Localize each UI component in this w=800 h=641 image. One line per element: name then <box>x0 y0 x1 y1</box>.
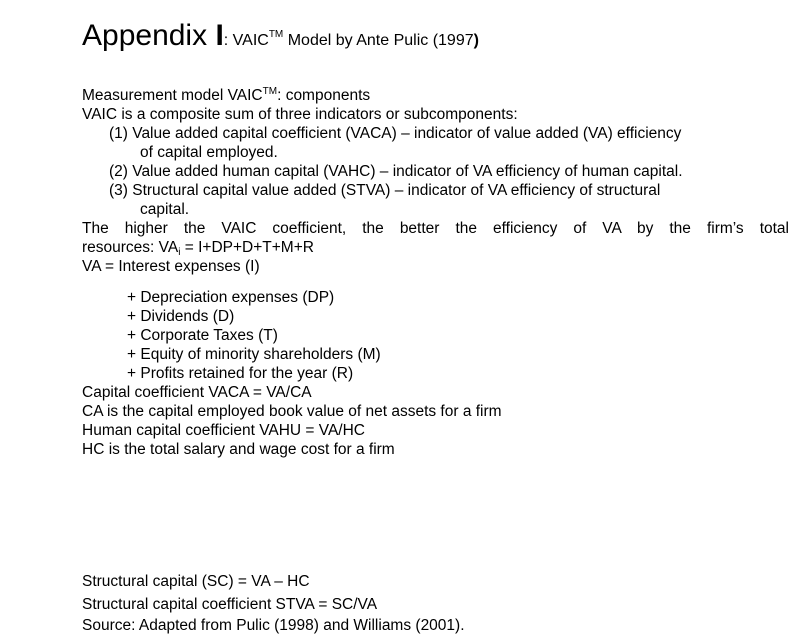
va-term: + Corporate Taxes (T) <box>127 327 278 344</box>
va-definition: VA = Interest expenses (I) <box>82 258 260 275</box>
va-term: + Equity of minority shareholders (M) <box>127 346 381 363</box>
va-term: + Dividends (D) <box>127 308 235 325</box>
title-rest-prefix: : VAIC <box>223 32 269 49</box>
heading-trademark: TM <box>262 86 278 97</box>
definition-line: HC is the total salary and wage cost for a firm <box>82 441 395 458</box>
title-numeral: I <box>215 19 224 52</box>
title-main: Appendix <box>82 19 216 52</box>
definition-line: Capital coefficient VACA = VA/CA <box>82 384 312 401</box>
heading-prefix: Measurement model VAIC <box>82 87 263 104</box>
component-3-line-1: (3) Structural capital value added (STVA) – indicator of VA efficiency of structural <box>109 182 661 199</box>
va-formula-line <box>82 239 314 257</box>
va-term: + Profits retained for the year (R) <box>127 365 354 382</box>
appendix-title <box>82 21 479 51</box>
title-closing-paren: ) <box>473 32 479 49</box>
component-2-line-1: (2) Value added human capital (VAHC) – indicator of VA efficiency of human capital. <box>109 163 683 180</box>
definition-line: CA is the capital employed book value of net assets for a firm <box>82 403 502 420</box>
component-1-line-1: (1) Value added capital coefficient (VACA) – indicator of value added (VA) efficiency <box>109 125 682 142</box>
measurement-model-heading <box>82 87 370 105</box>
va-term: + Depreciation expenses (DP) <box>127 289 335 306</box>
va-formula-prefix: resources: VA <box>82 239 179 256</box>
va-formula-subscript: i <box>178 247 181 258</box>
definition-line: Human capital coefficient VAHU = VA/HC <box>82 422 365 439</box>
title-trademark: TM <box>268 29 284 40</box>
title-rest-suffix: Model by Ante Pulic (1997 <box>283 32 474 49</box>
structural-coefficient-line: Structural capital coefficient STVA = SC/VA <box>82 596 378 613</box>
higher-coefficient-line: The higher the VAIC coefficient, the better the efficiency of VA by the firm’s total <box>82 220 789 237</box>
component-3-line-2: capital. <box>140 201 190 218</box>
composite-sum-line: VAIC is a composite sum of three indicators or subcomponents: <box>82 106 518 123</box>
structural-capital-line: Structural capital (SC) = VA – HC <box>82 573 310 590</box>
component-1-line-2: of capital employed. <box>140 144 278 161</box>
heading-suffix: : components <box>277 87 371 104</box>
va-formula-suffix: = I+DP+D+T+M+R <box>180 239 314 256</box>
source-line: Source: Adapted from Pulic (1998) and Williams (2001). <box>82 617 465 634</box>
